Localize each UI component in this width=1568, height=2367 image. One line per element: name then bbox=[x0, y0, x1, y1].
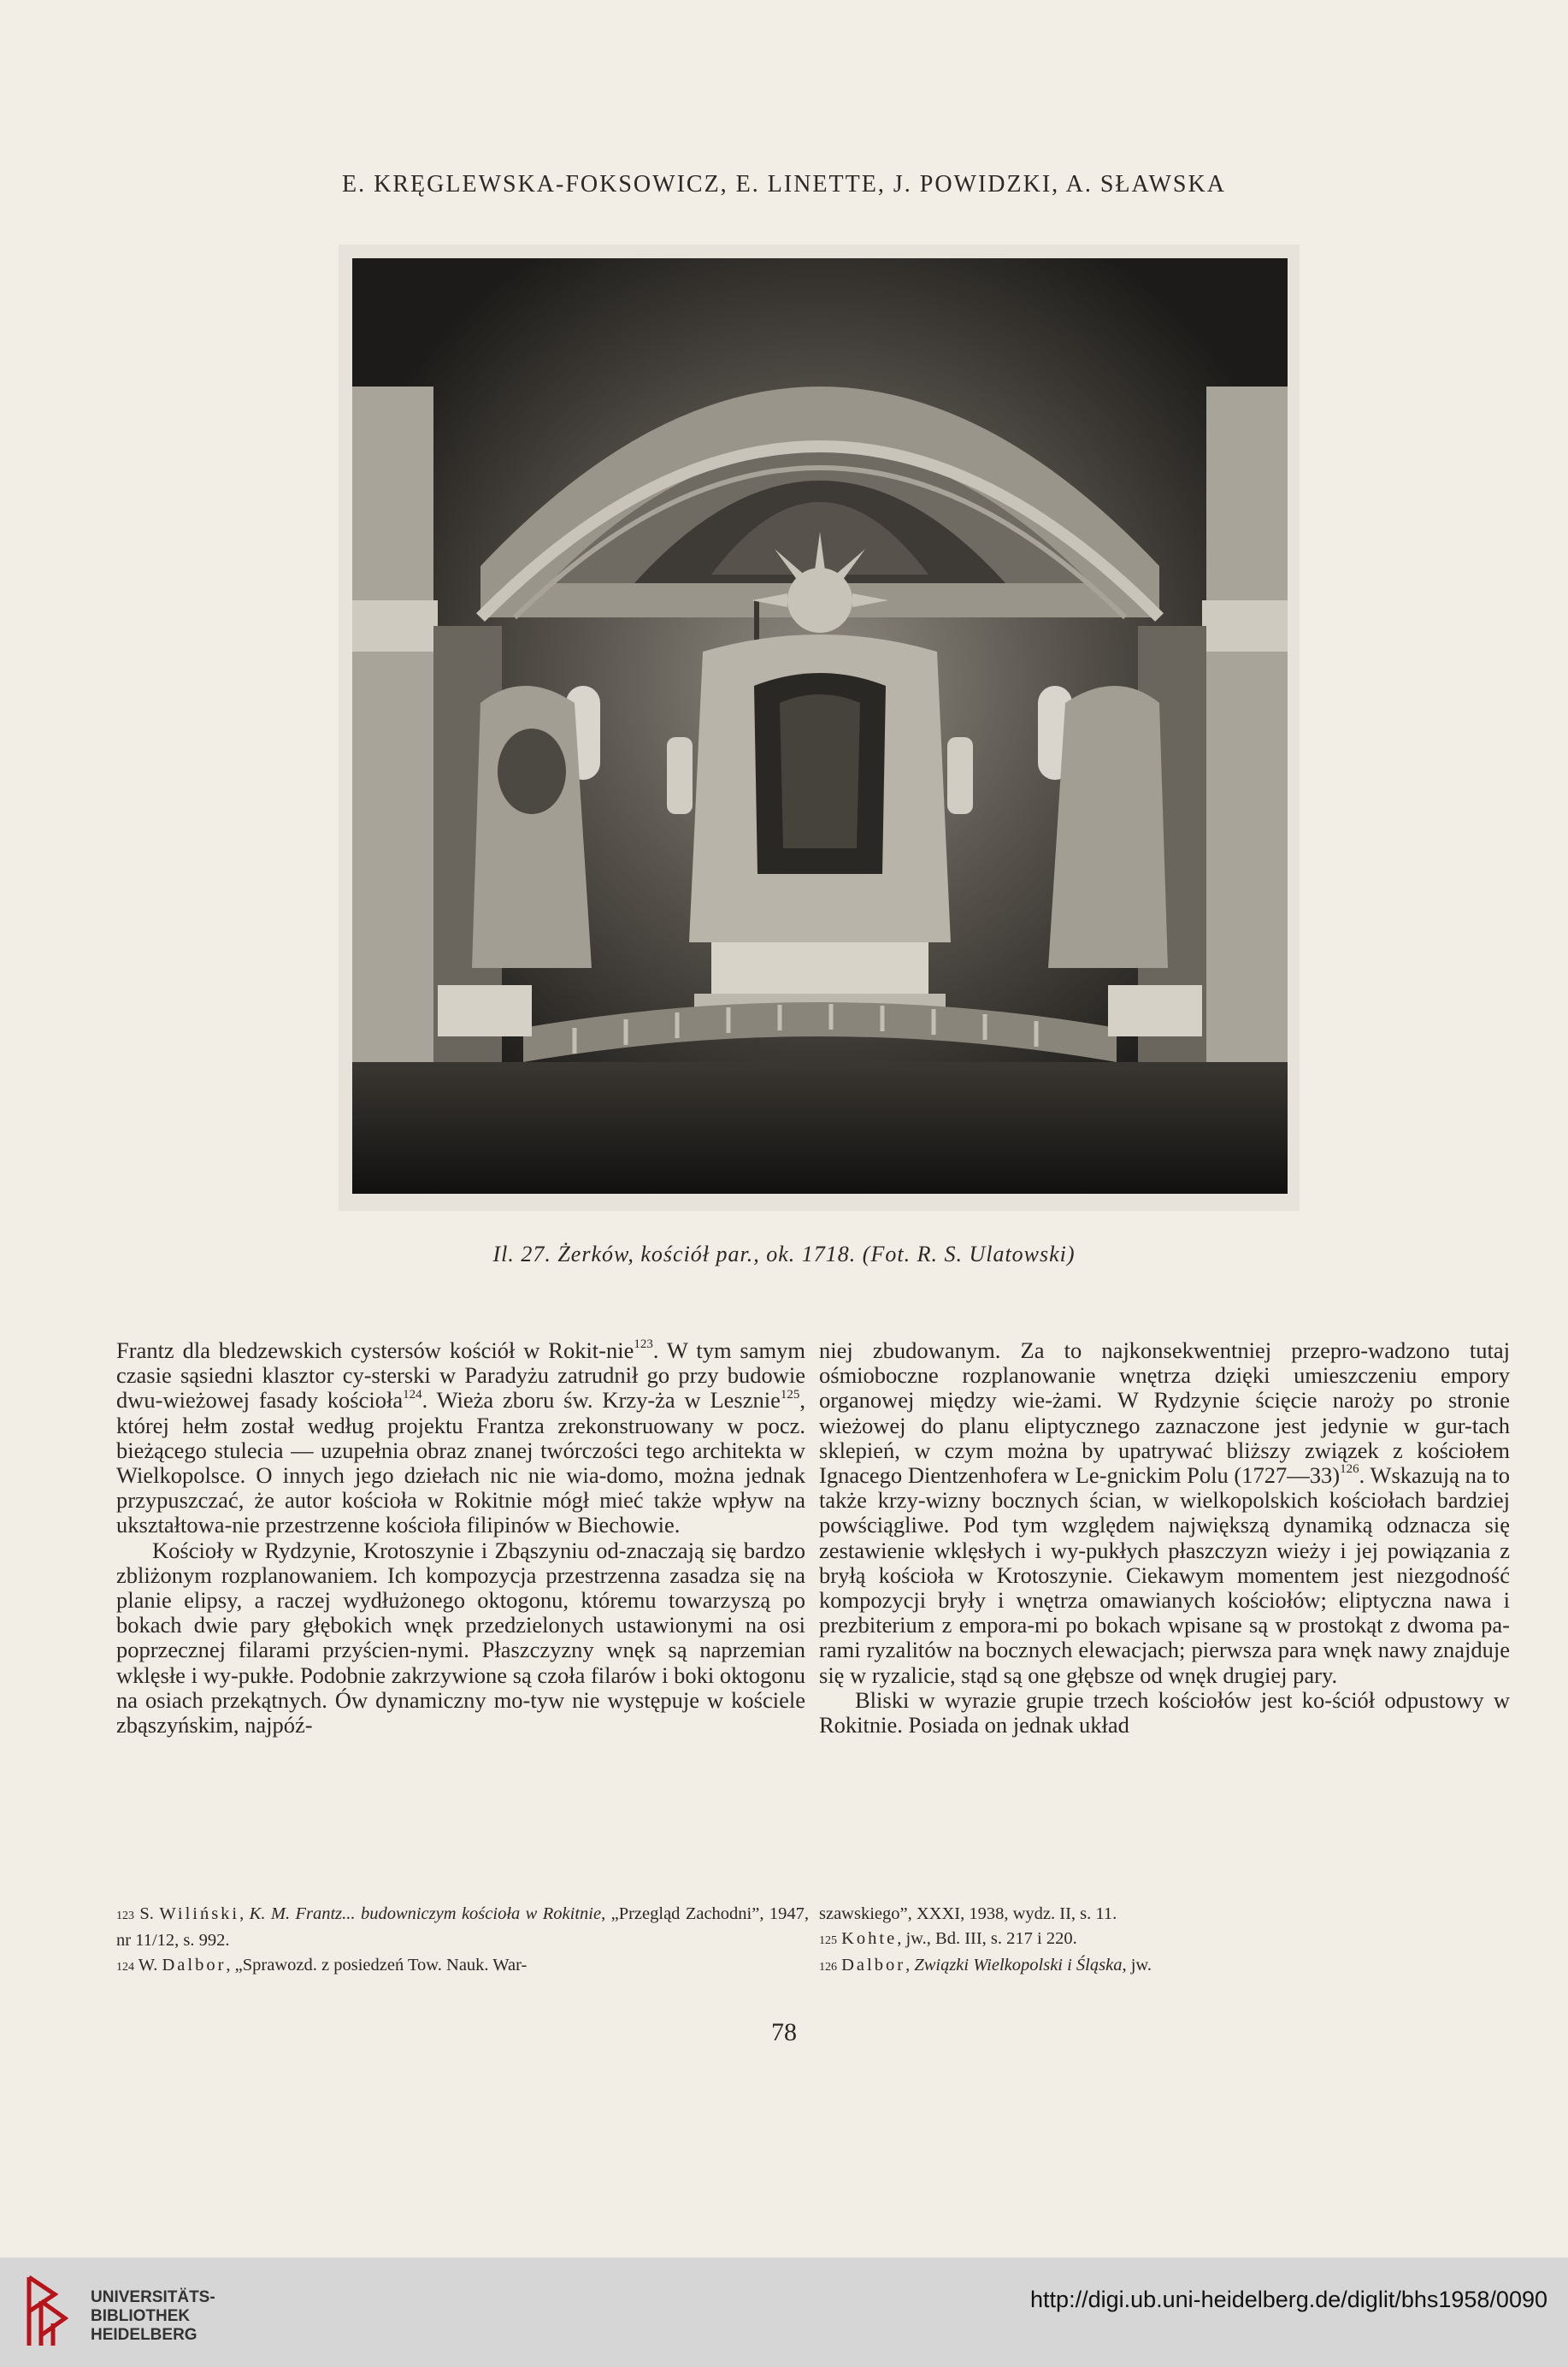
church-interior-illustration bbox=[352, 258, 1288, 1194]
institution-line: HEIDELBERG bbox=[91, 2326, 197, 2344]
running-header: E. KRĘGLEWSKA-FOKSOWICZ, E. LINETTE, J. POWIDZKI, A. SŁAWSKA bbox=[342, 171, 1226, 198]
institution-line: UNIVERSITÄTS- bbox=[91, 2288, 215, 2306]
paragraph: Bliski w wyrazie grupie trzech kościołów jest ko-ściół odpustowy w Rokitnie. Posiada on jednak układ bbox=[819, 1686, 1510, 1738]
university-library-logo-icon bbox=[21, 2270, 77, 2352]
footnotes-right bbox=[819, 1902, 1510, 1980]
paragraph: Kościoły w Rydzynie, Krotoszynie i Zbąszyniu od-znaczają się bardzo zbliżonym rozplanowaniem. Ich kompozycja przestrzenna zasadza się na planie elipsy, a raczej wydłużonego oktogonu, któremu towarzyszą po bokach dwie pary głębokich wnęk przedzielonych ustawionymi na osi poprzecznej filarami przyścien-nymi. Płaszczyzny wnęk są naprzemian wklęsłe i wy-pukłe. Podobnie zakrzywione są czoła filarów i boki oktogonu na osiach przekątnych. Ów dynamiczny mo-tyw nie występuje w kościele zbąszyńskim, najpóź- bbox=[116, 1537, 805, 1738]
paragraph: Frantz dla bledzewskich cystersów kościół w Rokit-nie$^{123}$. W tym samym czasie sąsiedni klasztor cy-sterski w Paradyżu zatrudnił go przy budowie dwu-wieżowej fasady kościoła$^{124}$. Wieża zboru św. Krzy-ża w Lesznie$^{125}$, której hełm został według projektu Frantza zrekonstruowany w pocz. bieżącego stulecia — uzupełnia obraz znanej twórczości tego architekta w Wielkopolsce. O innych jego dziełach nic nie wia-domo, można jednak przypuszczać, że autor kościoła w Rokitnie mógł mieć także wpływ na ukształtowa-nie przestrzenne kościoła filipinów w Biechowie. bbox=[116, 1337, 805, 1538]
footnote: 124 W. Dalbor, „Sprawozd. z posiedzeń Tow. Nauk. War- bbox=[116, 1956, 528, 1974]
paragraph: niej zbudowanym. Za to najkonsekwentniej przepro-wadzono tutaj ośmioboczne rozplanowanie wnętrza dzięki umieszczeniu empory organowej między wie-żami. W Rydzynie ścięcie naroży po stronie wieżowej do planu eliptycznego zaznaczone jest jedynie w gur-tach sklepień, w czym można by upatrywać bliższy związek z kościołem Ignacego Dientzenhofera w Le-gnickim Polu (1727—33)$^{126}$. Wskazują na to także krzy-wizny bocznych ścian, w wielkopolskich kościołach bardziej powściągliwe. Pod tym względem największą dynamiką odznacza się zestawienie wklęsłych i wy-pukłych płaszczyzn wieży i jej powiązania z bryłą kościoła w Krotoszynie. Ciekawym momentem jest niezgodność kompozycji bryły i wnętrza omawianych kościołów; eliptyczna nawa i prezbiterium z empora-mi po bokach wpisane są w prostokąt z dwoma pa-rami ryzalitów na bocznych elewacjach; pierwsza para wnęk nawy znajduje się w ryzalicie, stąd są one głębsze od wnęk drugiej pary. bbox=[819, 1337, 1510, 1688]
institution-line: BIBLIOTHEK bbox=[91, 2307, 191, 2325]
page-number: 78 bbox=[771, 2018, 797, 2046]
footnote: 126 Dalbor, Związki Wielkopolski i Śląska, jw. bbox=[819, 1956, 1152, 1974]
source-url-link[interactable]: http://digi.ub.uni-heidelberg.de/diglit/bhs1958/0090 bbox=[1030, 2287, 1547, 2312]
footnote: szawskiego”, XXXI, 1938, wydz. II, s. 11. bbox=[819, 1904, 1117, 1923]
footnote: 123 S. Wiliński, K. M. Frantz... budowniczym kościoła w Rokitnie, „Przegląd Zachodni”, 1947, nr 11/12, s. 992. bbox=[116, 1904, 809, 1950]
body-column-right bbox=[819, 1338, 1510, 1738]
institution-name bbox=[91, 2288, 215, 2345]
church-interior-photo bbox=[352, 258, 1288, 1194]
footnotes-left bbox=[116, 1902, 809, 1980]
body-column-left bbox=[116, 1338, 805, 1738]
figure-caption: Il. 27. Żerków, kościół par., ok. 1718. (Fot. R. S. Ulatowski) bbox=[492, 1242, 1076, 1266]
footnote: 125 Kohte, jw., Bd. III, s. 217 i 220. bbox=[819, 1929, 1077, 1948]
